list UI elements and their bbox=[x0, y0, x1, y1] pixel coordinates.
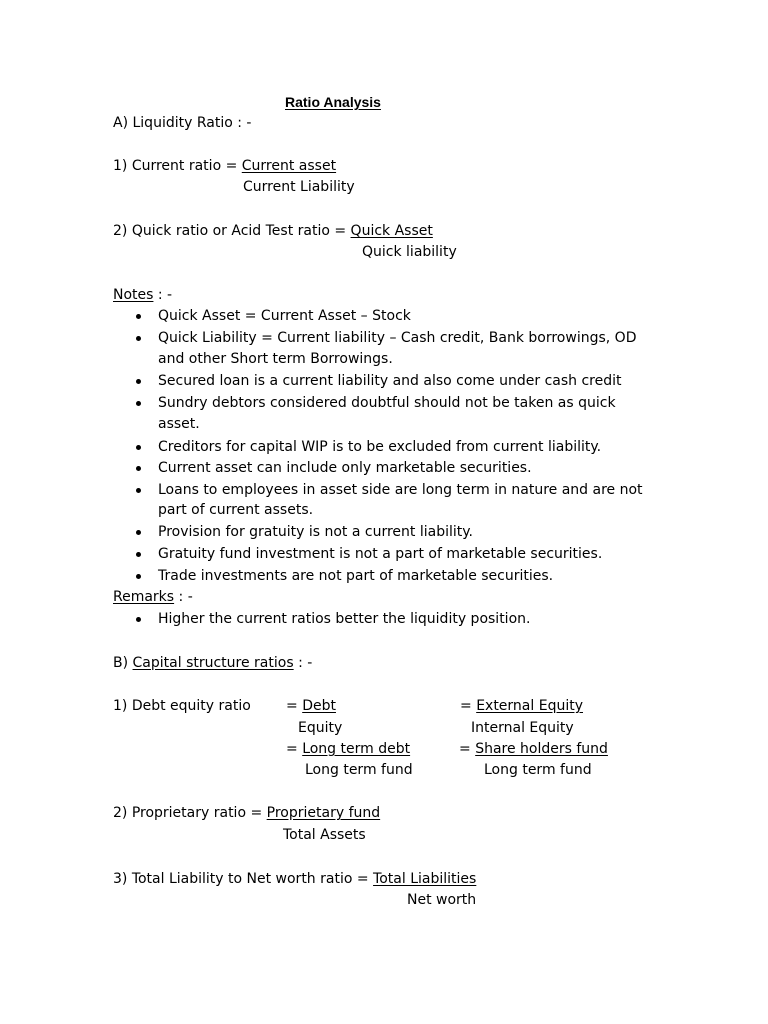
remarks-heading bbox=[113, 587, 193, 607]
note-item: Quick Asset = Current Asset – Stock bbox=[158, 308, 411, 324]
current-ratio-numerator: Current asset bbox=[241, 158, 337, 174]
bullet-icon bbox=[136, 552, 141, 557]
current-ratio-label: 1) Current ratio = bbox=[113, 158, 242, 174]
bullet-icon bbox=[136, 401, 141, 406]
note-item: Creditors for capital WIP is to be excluded from current liability. bbox=[158, 439, 602, 455]
total-liability-label: 3) Total Liability to Net worth ratio = bbox=[113, 871, 374, 887]
equals-sign: = bbox=[286, 741, 303, 757]
debt-equity-formula-2 bbox=[460, 696, 583, 716]
remarks-label: Remarks bbox=[113, 589, 175, 605]
note-item: Current asset can include only marketable securities. bbox=[158, 460, 532, 476]
debt-equity-formula-4 bbox=[459, 739, 608, 759]
note-item-continuation: asset. bbox=[158, 416, 200, 432]
proprietary-ratio-denominator: Total Assets bbox=[283, 827, 366, 843]
bullet-icon bbox=[136, 466, 141, 471]
current-ratio-formula bbox=[113, 156, 336, 176]
remark-item: Higher the current ratios better the liquidity position. bbox=[158, 611, 531, 627]
debt-equity-formula-3 bbox=[286, 739, 410, 759]
quick-ratio-label: 2) Quick ratio or Acid Test ratio = bbox=[113, 223, 351, 239]
page-title: Ratio Analysis bbox=[285, 94, 381, 110]
bullet-icon bbox=[136, 530, 141, 535]
total-liability-denominator: Net worth bbox=[407, 892, 477, 908]
note-item: Trade investments are not part of marketable securities. bbox=[158, 568, 554, 584]
equals-sign: = bbox=[286, 698, 303, 714]
bullet-icon bbox=[136, 445, 141, 450]
equity-denominator: Equity bbox=[298, 720, 343, 736]
debt-numerator: Debt bbox=[302, 698, 336, 714]
note-item: Sundry debtors considered doubtful should not be taken as quick bbox=[158, 395, 616, 411]
internal-equity-denominator: Internal Equity bbox=[471, 720, 574, 736]
note-item: Gratuity fund investment is not a part of marketable securities. bbox=[158, 546, 603, 562]
bullet-icon bbox=[136, 574, 141, 579]
quick-ratio-denominator: Quick liability bbox=[362, 244, 457, 260]
bullet-icon bbox=[136, 336, 141, 341]
note-item-continuation: and other Short term Borrowings. bbox=[158, 351, 393, 367]
notes-heading bbox=[113, 285, 172, 305]
proprietary-ratio-numerator: Proprietary fund bbox=[266, 805, 381, 821]
quick-ratio-numerator: Quick Asset bbox=[350, 223, 433, 239]
section-b-title: Capital structure ratios bbox=[132, 655, 294, 671]
note-item: Provision for gratuity is not a current liability. bbox=[158, 524, 473, 540]
debt-equity-label: 1) Debt equity ratio bbox=[113, 698, 251, 714]
equals-sign: = bbox=[459, 741, 476, 757]
proprietary-ratio-label: 2) Proprietary ratio = bbox=[113, 805, 267, 821]
note-item-continuation: part of current assets. bbox=[158, 502, 314, 518]
bullet-icon bbox=[136, 314, 141, 319]
notes-suffix: : - bbox=[153, 287, 173, 303]
section-b-heading bbox=[113, 653, 312, 673]
section-b-prefix: B) bbox=[113, 655, 133, 671]
long-term-fund-denominator: Long term fund bbox=[484, 762, 592, 778]
proprietary-ratio-formula bbox=[113, 803, 380, 823]
total-liability-formula bbox=[113, 869, 476, 889]
current-ratio-denominator: Current Liability bbox=[243, 179, 355, 195]
bullet-icon bbox=[136, 617, 141, 622]
section-b-suffix: : - bbox=[293, 655, 313, 671]
remarks-suffix: : - bbox=[174, 589, 193, 605]
long-term-debt-numerator: Long term debt bbox=[302, 741, 411, 757]
note-item: Quick Liability = Current liability – Cash credit, Bank borrowings, OD bbox=[158, 330, 637, 346]
note-item: Secured loan is a current liability and also come under cash credit bbox=[158, 373, 622, 389]
external-equity-numerator: External Equity bbox=[476, 698, 583, 714]
total-liability-numerator: Total Liabilities bbox=[373, 871, 477, 887]
bullet-icon bbox=[136, 379, 141, 384]
note-item: Loans to employees in asset side are long term in nature and are not bbox=[158, 482, 643, 498]
equals-sign: = bbox=[460, 698, 477, 714]
quick-ratio-formula bbox=[113, 221, 433, 241]
section-a-heading: A) Liquidity Ratio : - bbox=[113, 115, 252, 131]
notes-label: Notes bbox=[113, 287, 154, 303]
bullet-icon bbox=[136, 488, 141, 493]
share-holders-fund-numerator: Share holders fund bbox=[475, 741, 608, 757]
long-term-fund-denominator: Long term fund bbox=[305, 762, 413, 778]
debt-equity-formula-1 bbox=[286, 696, 336, 716]
